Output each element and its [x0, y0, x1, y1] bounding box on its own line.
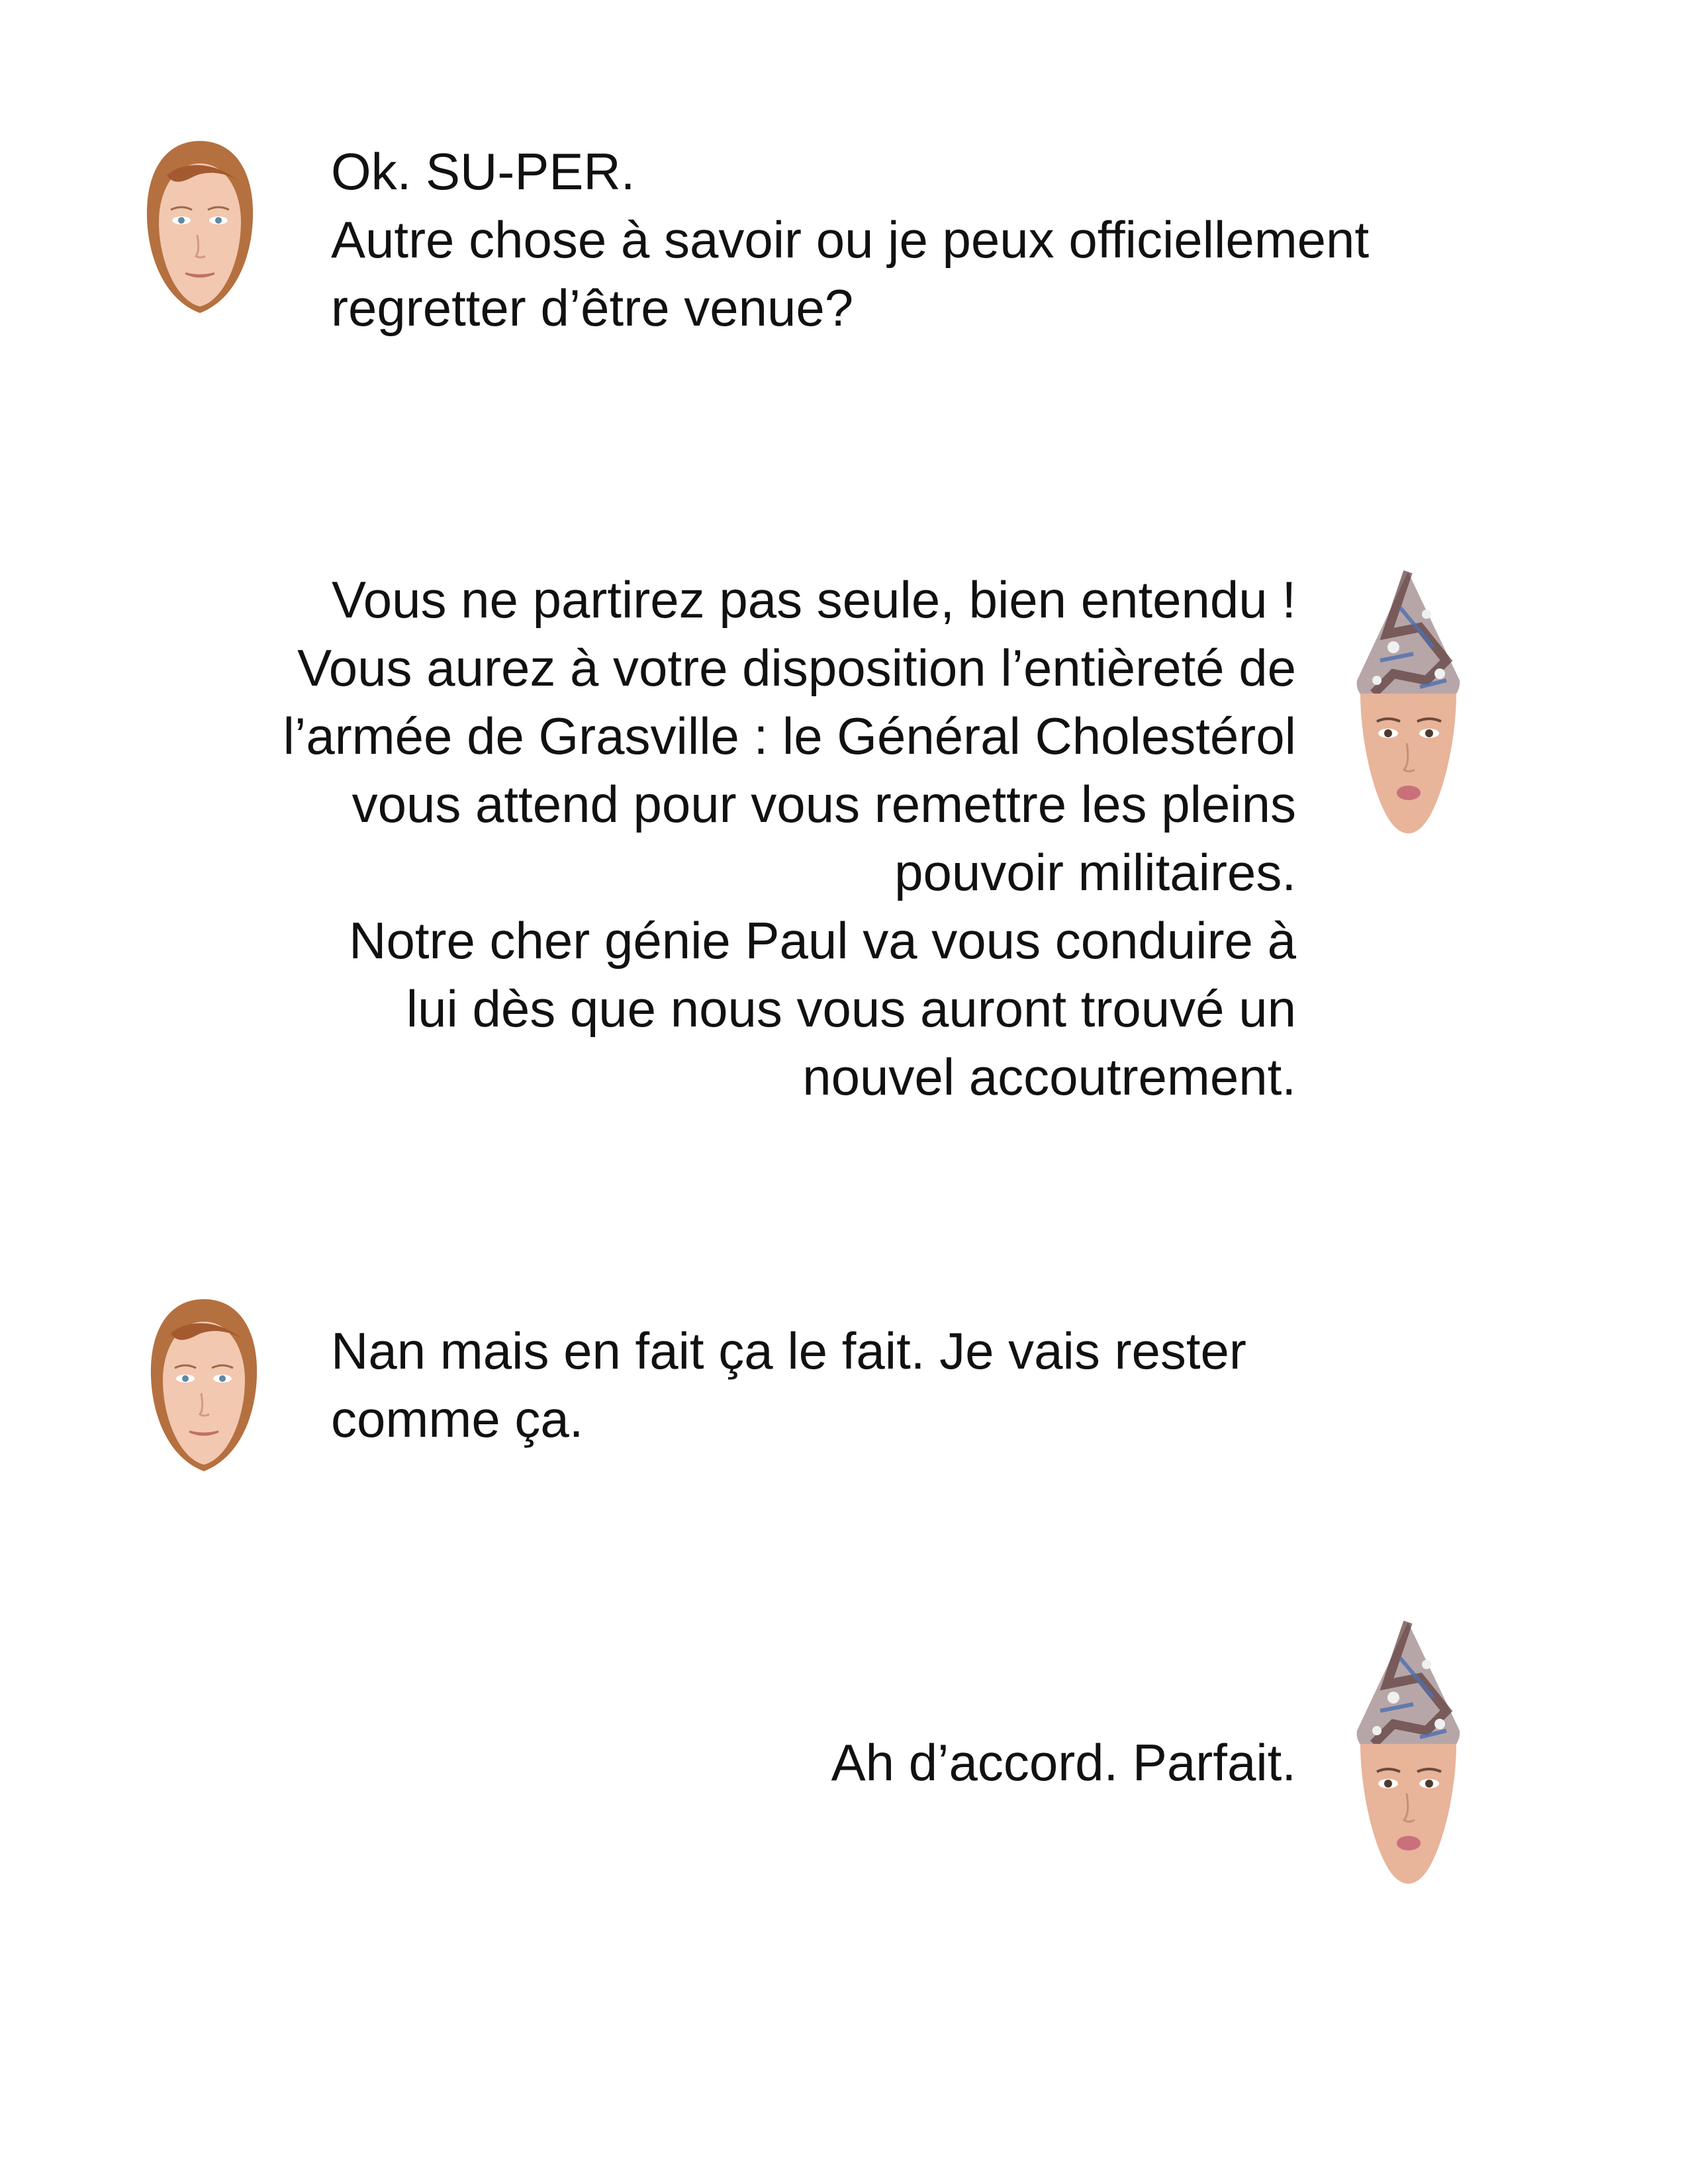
dialogue-line: Nan mais en fait ça le fait. Je vais rester	[331, 1322, 1246, 1380]
dialogue-line: Vous ne partirez pas seule, bien entendu !	[331, 570, 1296, 629]
dialogue-line: lui dès que nous vous auront trouvé un	[406, 979, 1296, 1038]
dialogue-line: Vous aurez à votre disposition l’entièreté de	[297, 639, 1296, 697]
dialogue-line: Ok. SU-PER.	[331, 142, 635, 201]
woman-face-icon	[144, 1294, 263, 1476]
foil-hat-face-icon	[1347, 1618, 1470, 1904]
dialogue-line: vous attend pour vous remettre les pleins	[352, 775, 1296, 833]
foil-hat-face-icon	[1347, 568, 1470, 854]
dialogue-line: regretter d’être venue?	[331, 279, 854, 337]
speaker-avatar-foil-hat	[1347, 568, 1470, 854]
dialogue-line: comme ça.	[331, 1390, 584, 1448]
speaker-avatar-woman	[140, 136, 259, 318]
dialogue-line: Autre chose à savoir ou je peux officiellement	[331, 210, 1370, 269]
dialogue-line: l’armée de Grasville : le Général Cholestérol	[283, 707, 1296, 765]
woman-face-icon	[140, 136, 259, 318]
dialogue-line: pouvoir militaires.	[894, 843, 1296, 901]
dialogue-line: Notre cher génie Paul va vous conduire à	[349, 911, 1296, 970]
dialogue-line: nouvel accoutrement.	[802, 1048, 1296, 1106]
dialogue-line: Ah d’accord. Parfait.	[831, 1733, 1296, 1792]
speaker-avatar-foil-hat	[1347, 1618, 1470, 1904]
speaker-avatar-woman	[144, 1294, 263, 1476]
